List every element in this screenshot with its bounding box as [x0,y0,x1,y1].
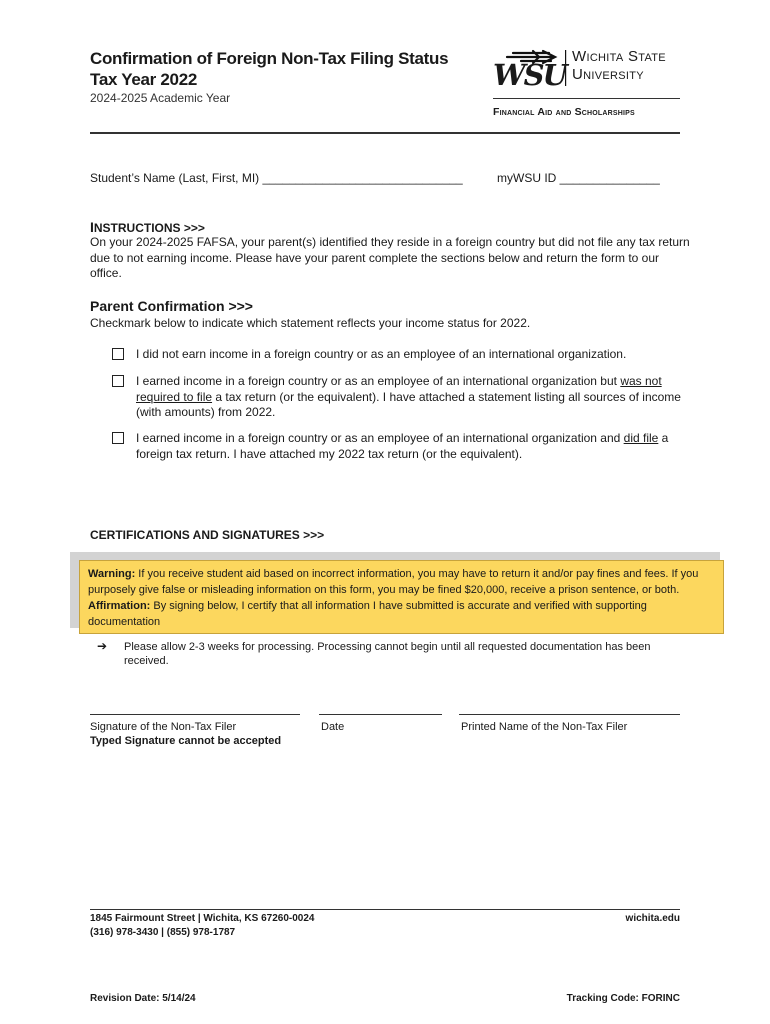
warning-label: Warning: [88,568,136,580]
option-text-underlined: did file [623,431,659,445]
student-name-field[interactable]: Student’s Name (Last, First, MI) ______________________________ [90,171,463,185]
logo-mark: WSU [493,58,566,92]
affirmation-body: By signing below, I certify that all information I have submitted is accurate and verified with supporting documentation [88,600,647,628]
parent-confirmation-heading: Parent Confirmation >>> [90,298,253,314]
instructions-heading-initial: I [90,219,94,235]
date-line[interactable] [319,714,442,715]
signature-label: Signature of the Non-Tax Filer [90,721,237,733]
footer-website[interactable]: wichita.edu [625,913,680,924]
checkbox[interactable] [112,348,124,360]
option-text-pre: I earned income in a foreign country or as an employee of an international organization but [136,374,621,388]
instructions-text: On your 2024-2025 FAFSA, your parent(s) identified they reside in a foreign country but did not file any tax return due to not earning income. Please have your parent complete the sections below and return the form to our office. [90,235,690,280]
academic-year: 2024-2025 Academic Year [90,91,231,105]
printed-name-label: Printed Name of the Non-Tax Filer [461,721,628,733]
option-text-post: a foreign tax return. I have attached my 2022 tax return (or the equivalent). [136,431,669,461]
arrow-right-icon: ➔ [97,639,108,653]
logo-name-line-2: University [572,66,644,83]
footer-address: 1845 Fairmount Street | Wichita, KS 67260-0024 [90,913,315,924]
checkbox[interactable] [112,432,124,444]
checkbox[interactable] [112,375,124,387]
option-text-pre: I earned income in a foreign country or as an employee of an international organization and [136,431,624,445]
typed-signature-note: Typed Signature cannot be accepted [90,735,282,747]
mywsu-id-field[interactable]: myWSU ID _______________ [497,171,660,185]
option-text-post: a tax return (or the equivalent). I have attached a statement listing all sources of income (with amounts) from 2022. [136,389,681,419]
logo-divider [493,98,680,99]
date-label: Date [321,721,345,733]
instructions-heading [90,219,205,235]
logo-name [572,48,666,84]
warning-body: If you receive student aid based on incorrect information, you may have to return it and/or pay fines and fees. If you purposely give false or misleading information on this form, you may be fined $20,000, receive a prison sentence, or both. [88,568,699,596]
option-text-underlined: was not required to file [136,374,662,404]
footer-contact [90,912,314,940]
printed-name-line[interactable] [459,714,680,715]
signature-line[interactable] [90,714,300,715]
page-title [90,48,448,90]
certifications-heading: CERTIFICATIONS AND SIGNATURES >>> [90,528,325,542]
option-label [136,374,686,421]
logo-name-line-1: Wichita State [572,48,666,65]
processing-note: Please allow 2-3 weeks for processing. Processing cannot begin until all requested documentation has been received. [124,641,651,667]
option-label [136,431,686,462]
title-line-1: Confirmation of Foreign Non-Tax Filing Status [90,49,449,68]
revision-date: Revision Date: 5/14/24 [90,993,196,1004]
title-line-2: Tax Year 2022 [90,70,198,89]
department-name: Financial Aid and Scholarships [493,106,635,118]
parent-confirmation-prompt: Checkmark below to indicate which statement reflects your income status for 2022. [90,316,531,330]
footer-divider [90,909,680,910]
instructions-heading-rest: NSTRUCTIONS >>> [93,221,205,235]
warning-text [88,566,718,630]
footer-phones: (316) 978-3430 | (855) 978-1787 [90,927,236,938]
affirmation-label: Affirmation: [88,600,151,612]
header-divider [90,132,680,134]
tracking-code: Tracking Code: FORINC [566,993,680,1004]
option-label: I did not earn income in a foreign country or as an employee of an international organization. [136,347,627,361]
